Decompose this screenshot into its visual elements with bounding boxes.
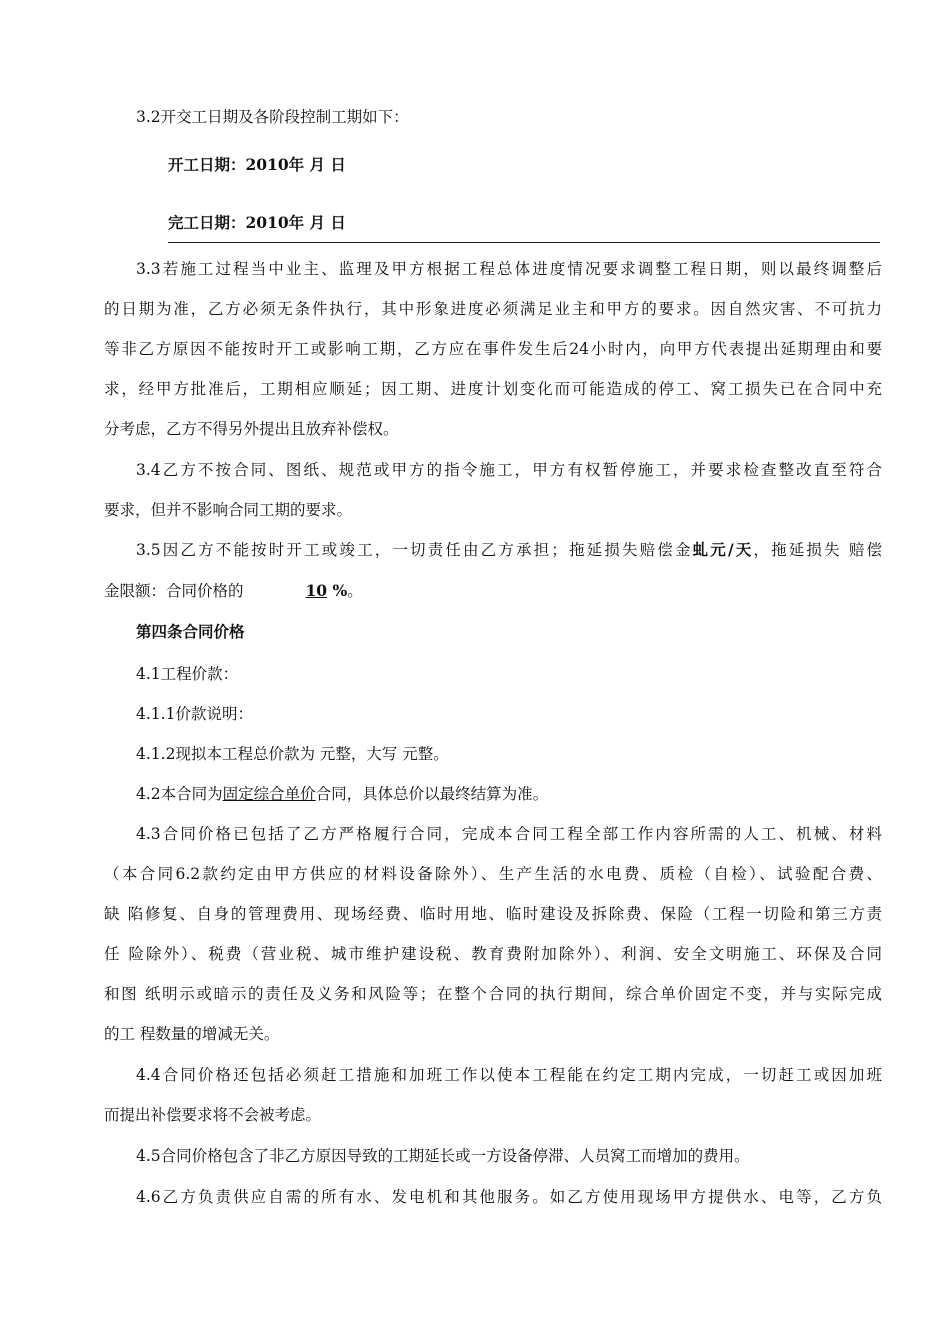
clause-4-6: 4.6乙方负责供应自需的所有水、发电机和其他服务。如乙方使用现场甲方提供水、电等，乙方负 xyxy=(136,1188,882,1206)
fixed-unit-price: 固定综合单价 xyxy=(222,785,316,803)
start-date: 开工日期：2010年 月 日 xyxy=(168,155,346,174)
penalty-rate: 虬元/天 xyxy=(692,540,754,559)
section-4-title: 第四条合同价格 xyxy=(136,622,245,641)
penalty-cap-value: 10 xyxy=(305,581,328,600)
clause-4-1-1: 4.1.1价款说明： xyxy=(136,705,253,723)
clause-4-5: 4.5合同价格包含了非乙方原因导致的工期延长或一方设备停滞、人员窝工而增加的费用。 xyxy=(136,1147,750,1165)
clause-4-1-2: 4.1.2现拟本工程总价款为 元整，大写 元整。 xyxy=(136,745,449,763)
clause-4-2: 4.2本合同为固定综合单价合同，具体总价以最终结算为准。 xyxy=(136,785,549,803)
document-page: 3.2开交工日期及各阶段控制工期如下： 开工日期：2010年 月 日 完工日期：2010年 月 日 3.3若施工过程当中业主、监理及甲方根据工程总体进度情况要求调整工程日期，则以最终调整后 的日期为准，乙方必须无条件执行，其中形象进度必须满足业主和甲方的要求。因自然灾害、不可抗力 等非乙方原因不能按时开工或影响工期，乙方应在事件发生后24小时内，向甲方代表提出延期理由和要 求，经甲方批准后，工期相应顺延；因工期、进度计划变化而可能造成的停工、窝工损失已在合同中充 分考虑，乙方不得另外提出且放弃补偿权。 3.4乙方不按合同、图纸、规范或甲方的指令施工，甲方有权暂停施工，并要求检查整改直至符合 要求，但并不影响合同工期的要求。 3.5因乙方不能按时开工或竣工，一切责任由乙方承担；拖延损失赔偿金虬元/天，拖延损失 赔偿 金限额：合同价格的 10 %。 第四条合同价格 4.1工程价款： 4.1.1价款说明： 4.1.2现拟本工程总价款为 元整，大写 元整。 4.2本合同为固定综合单价合同，具体总价以最终结算为准。 4.3合同价格已包括了乙方严格履行合同，完成本合同工程全部工作内容所需的人工、机械、材料 （本合同6.2款约定由甲方供应的材料设备除外）、生产生活的水电费、质检（自检）、试验配合费、 缺 陷修复、自身的管理费用、现场经费、临时用地、临时建设及拆除费、保险（工程一切险和第三方责 任 险除外）、税费（营业税、城市维护建设税、教育费附加除外）、利润、安全文明施工、环保及合同 和图 纸明示或暗示的责任及义务和风险等；在整个合同的执行期间，综合单价固定不变，并与实际完成 的工 程数量的增减无关。 4.4合同价格还包括必须赶工措施和加班工作以使本工程能在约定工期内完成，一切赶工或因加班 而提出补偿要求将不会被考虑。 4.5合同价格包含了非乙方原因导致的工期延长或一方设备停滞、人员窝工而增加的费用。 4.6乙方负责供应自需的所有水、发电机和其他服务。如乙方使用现场甲方提供水、电等，乙方负 xyxy=(0,0,950,1344)
end-date: 完工日期：2010年 月 日 xyxy=(168,213,346,232)
clause-3-2-heading: 3.2开交工日期及各阶段控制工期如下： xyxy=(136,108,409,126)
clause-4-1: 4.1工程价款： xyxy=(136,665,239,683)
underline-rule xyxy=(168,242,880,243)
